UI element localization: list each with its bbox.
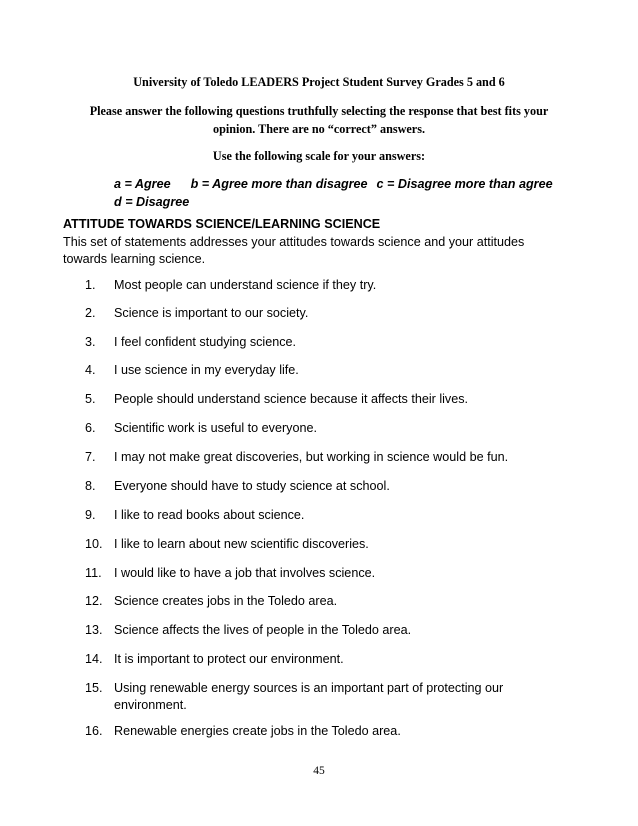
scale-option-a: a = Agree — [114, 177, 171, 191]
section-description: This set of statements addresses your attitudes towards science and your attitudes towards learning science. — [63, 235, 525, 266]
survey-item — [85, 362, 555, 379]
item-number: 11. — [85, 566, 102, 580]
survey-item — [85, 391, 555, 408]
survey-item — [85, 593, 555, 610]
scale-intro: Use the following scale for your answers: — [212, 149, 426, 163]
item-number: 5. — [85, 392, 96, 406]
survey-item — [85, 334, 555, 351]
survey-item — [85, 565, 555, 582]
survey-item — [85, 478, 555, 495]
item-text: I feel confident studying science. — [114, 335, 297, 349]
item-text: I may not make great discoveries, but working in science would be fun. — [114, 450, 509, 464]
item-text: It is important to protect our environment. — [114, 652, 344, 666]
section-heading: ATTITUDE TOWARDS SCIENCE/LEARNING SCIENCE — [63, 217, 381, 231]
item-number: 4. — [85, 363, 96, 377]
survey-item — [85, 536, 555, 553]
item-number: 14. — [85, 652, 103, 666]
survey-item — [85, 680, 555, 714]
survey-item — [85, 507, 555, 524]
item-text: Science creates jobs in the Toledo area. — [114, 594, 338, 608]
item-number: 9. — [85, 508, 96, 522]
page-number: 45 — [313, 765, 325, 777]
survey-item — [85, 723, 555, 740]
item-number: 13. — [85, 623, 103, 637]
item-number: 2. — [85, 306, 96, 320]
scale-option-b: b = Agree more than disagree — [190, 177, 368, 191]
survey-item — [85, 651, 555, 668]
survey-item — [85, 277, 555, 294]
survey-instructions: Please answer the following questions truthfully selecting the response that best fits your opinion. There are no “correct” answers. — [89, 104, 549, 136]
item-text: People should understand science because it affects their lives. — [114, 392, 469, 406]
item-text: I like to read books about science. — [114, 508, 305, 522]
item-number: 8. — [85, 479, 96, 493]
item-text: Scientific work is useful to everyone. — [114, 421, 317, 435]
item-text: Everyone should have to study science at school. — [114, 479, 390, 493]
item-text: I use science in my everyday life. — [114, 363, 299, 377]
item-number: 3. — [85, 335, 96, 349]
survey-item — [85, 420, 555, 437]
survey-item — [85, 449, 555, 466]
survey-title: University of Toledo LEADERS Project Student Survey Grades 5 and 6 — [133, 75, 505, 89]
survey-item — [85, 622, 555, 639]
scale-option-d: d = Disagree — [114, 194, 190, 209]
item-number: 15. — [85, 681, 103, 695]
item-number: 1. — [85, 278, 96, 292]
item-number: 10. — [85, 537, 103, 551]
scale-option-c: c = Disagree more than agree — [376, 177, 553, 191]
item-text: Renewable energies create jobs in the Toledo area. — [114, 724, 401, 738]
item-text: Science is important to our society. — [114, 306, 309, 320]
item-number: 12. — [85, 594, 103, 608]
item-number: 16. — [85, 724, 103, 738]
item-text: I like to learn about new scientific discoveries. — [114, 537, 369, 551]
item-number: 6. — [85, 421, 96, 435]
item-text: Using renewable energy sources is an important part of protecting our environment. — [114, 681, 504, 712]
item-text: I would like to have a job that involves science. — [114, 566, 376, 580]
survey-item — [85, 305, 555, 322]
item-text: Science affects the lives of people in the Toledo area. — [114, 623, 412, 637]
item-text: Most people can understand science if they try. — [114, 278, 377, 292]
item-number: 7. — [85, 450, 96, 464]
